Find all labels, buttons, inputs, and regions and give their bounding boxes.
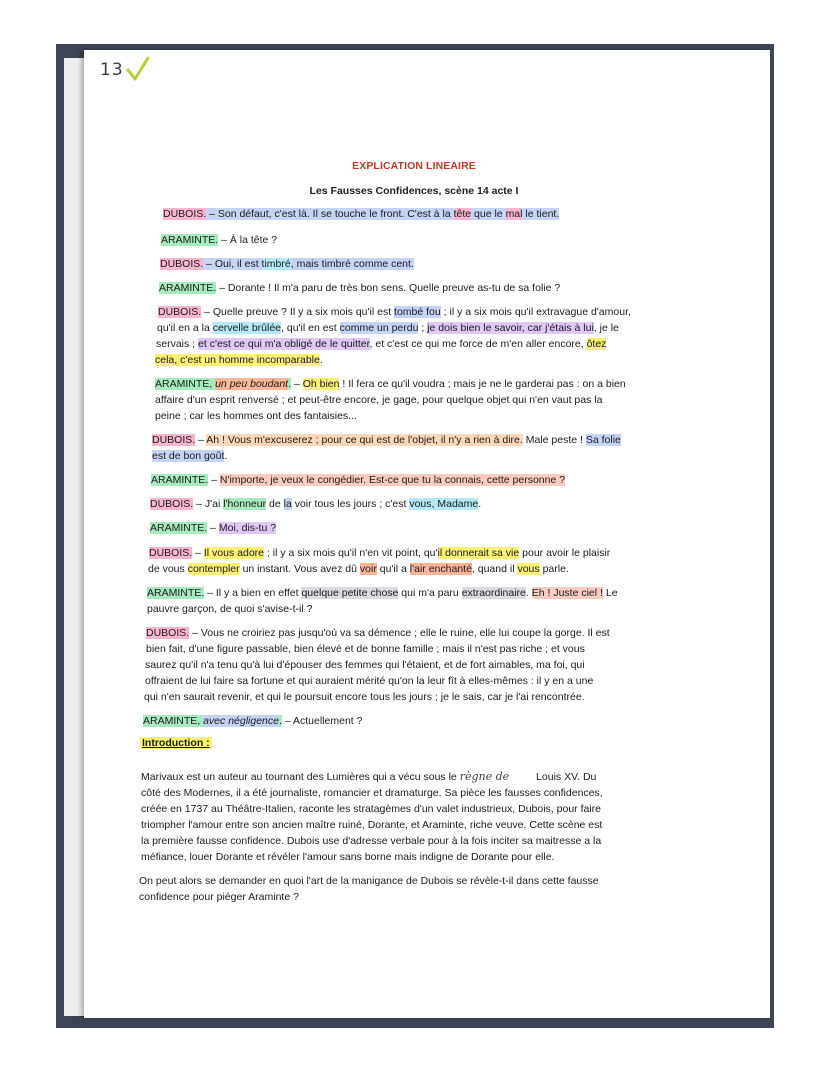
line-text: – J'ai [193,498,224,510]
speaker-dubois: DUBOIS. [150,498,194,510]
line-text: pour avoir le plaisir [519,547,611,559]
line-text: – [207,522,219,534]
text-line: pauvre garçon, de quoi s'avise-t-il ? [147,603,313,615]
line-text: . [278,715,282,727]
highlight-grey: extraordinaire [461,587,526,599]
text-line: peine ; car les hommes ont des fantaisies... [155,410,357,422]
introduction-heading: Introduction : [142,737,210,749]
line-text: . [288,378,292,390]
highlight-orange: voir [359,563,377,575]
line-text: le tient. [522,208,560,220]
speaker-dubois: DUBOIS. [160,258,204,270]
line-text: de vous [148,563,188,575]
line-text: . [224,450,228,462]
document-subtitle: Les Fausses Confidences, scène 14 acte I [309,185,519,197]
line-text: que le [471,208,506,220]
speaker-araminte: ARAMINTE, [143,715,204,727]
page-number: 13 [100,60,124,80]
highlight-salmon: N'importe, je veux le congédier. Est-ce que tu la connais, cette personne ? [219,474,566,486]
text-line: affaire d'un esprit renversé ; et peut-être encore, je gage, pour quelque objet qui n'en vaut pas la [155,394,603,406]
text-line [155,376,626,392]
highlight-blue: comme un perdu [339,322,419,334]
highlight-purple: Moi, dis-tu ? [218,522,277,534]
line-text: voir tous les jours ; c'est [291,498,410,510]
highlight-pink: mal [505,208,523,220]
line-text: qu'il en a la [157,322,213,334]
highlight-cyan: vous, Madame [409,498,479,510]
line-text: ! Il fera ce qu'il voudra ; mais je ne le garderai pas : on a bien [339,378,626,390]
line-text: de [266,498,284,510]
line-text: . [478,498,482,510]
line-text: – [291,378,303,390]
line-text: , et c'est ce qui me force de m'en aller encore, [369,338,587,350]
intro-line: triompher l'amour entre son ancien maître ruiné, Dorante, et Araminte, riche veuve. Cette scène est [141,819,603,831]
highlight-salmon: Eh ! Juste ciel ! [531,587,603,599]
text-line: offraient de lui faire sa fortune et qui auraient mérité qu'on la leur fît à elles-mêmes : il y en a une [145,675,594,687]
line-text: – Il y a bien en effet [204,587,302,599]
text-line [161,232,277,248]
line-text: ; [418,322,428,334]
highlight-yellow: vous [517,563,540,575]
highlight-yellow: il donnerait sa vie [437,547,520,559]
line-text: , quand il [471,563,518,575]
text-line [163,206,559,222]
text-line [147,585,618,601]
speaker-araminte: ARAMINTE. [161,234,219,246]
stage-direction: avec négligence [203,715,279,727]
line-text: parle. [539,563,569,575]
highlight-yellow: cela, c'est un homme incomparable [155,354,320,366]
line-text: qui m'a paru [398,587,462,599]
speaker-dubois: DUBOIS. [163,208,207,220]
line-text: – [195,434,207,446]
line-text: – Oui, il est [203,258,262,270]
line-text: servais ; [156,338,199,350]
handwritten-annotation: règne de [459,770,510,783]
speaker-dubois: DUBOIS. [152,434,196,446]
highlight-yellow: Il vous adore [203,547,264,559]
text-line [150,520,276,536]
highlight-pink: tête [453,208,472,220]
text-line [152,432,621,448]
text-line [159,280,560,296]
highlight-grey: quelque petite chose [301,587,399,599]
line-text: , mais timbré comme cent. [290,258,414,270]
line-text: – [192,547,204,559]
stage-direction: un peu boudant [215,378,289,390]
speaker-dubois: DUBOIS. [149,547,193,559]
highlight-yellow: contempler [187,563,240,575]
highlight-yellow: Oh bien [302,378,340,390]
speaker-araminte: ARAMINTE, [155,378,216,390]
line-text: – Son défaut, c'est là. Il se touche le front. C'est à la [206,208,454,220]
intro-line: On peut alors se demander en quoi l'art de la manigance de Dubois se révèle-t-il dans cette fausse [139,875,599,887]
line-text: Le [602,587,618,599]
highlight-green: l'honneur [223,498,267,510]
intro-line: méfiance, louer Dorante et révéler l'amour sans borne mais indigne de Dorante pour elle. [141,851,555,863]
line-text: – Quelle preuve ? Il y a six mois qu'il est [201,306,395,318]
line-text: , je le [593,322,619,334]
intro-line: côté des Modernes, il a été journaliste, romancier et dramaturge. Sa pièce les fausses confidences, [141,787,603,799]
speaker-araminte: ARAMINTE. [151,474,209,486]
highlight-peach: Ah ! Vous m'excuserez ; pour ce qui est de l'objet, il n'y a rien à dire. [206,434,523,446]
line-text: – À la tête ? [218,234,278,246]
intro-line: confidence pour piéger Araminte ? [139,891,299,903]
speaker-dubois: DUBOIS. [146,627,190,639]
text-line [149,545,610,561]
intro-line [141,769,596,785]
text-line: bien fait, d'une figure passable, bien élevé et de bonne famille ; mais il n'est pas riche ; et vous [146,643,585,655]
speaker-araminte: ARAMINTE. [150,522,208,534]
intro-line: la première fausse confidence. Dubois use d'adresse verbale pour à la fois inciter sa maitresse a la [141,835,602,847]
speaker-araminte: ARAMINTE. [147,587,205,599]
highlight-purple: et c'est ce qui m'a obligé de le quitter [198,338,370,350]
line-text: – [208,474,220,486]
highlight-blue: la [283,498,292,510]
line-text: Louis XV. Du [533,771,597,783]
line-text: , qu'il en est [281,322,340,334]
highlight-blue: tombé fou [394,306,441,318]
line-text: Male peste ! [522,434,586,446]
text-line [157,320,619,336]
highlight-cyan: timbré [261,258,291,270]
text-line [155,352,323,368]
speaker-dubois: DUBOIS. [158,306,202,318]
text-line [150,496,481,512]
line-text: . [319,354,323,366]
text-line [151,472,565,488]
highlight-purple: je dois bien le savoir, car j'étais à lui [427,322,594,334]
highlight-blue: Sa folie [585,434,621,446]
checkmark-icon [126,56,150,82]
text-line [148,561,569,577]
intro-line: créée en 1737 au Théâtre-Italien, raconte les stratagèmes d'un valet industrieux, Dubois, pour faire [141,803,601,815]
line-text: – Actuellement ? [281,715,363,727]
text-line [146,625,610,641]
text-line [143,713,362,729]
text-line [152,448,227,464]
text-line [158,304,631,320]
highlight-cyan: cervelle brûlée [212,322,282,334]
document-title: EXPLICATION LINEAIRE [352,160,476,172]
text-line [156,336,606,352]
line-text: . [525,587,532,599]
speaker-araminte: ARAMINTE. [159,282,217,294]
text-line [160,256,414,272]
line-text: qu'il a [376,563,410,575]
line-text: – Vous ne croiriez pas jusqu'où va sa démence ; elle le ruine, elle lui coupe la gorge. Il est [189,627,610,639]
line-text: ; il y a six mois qu'il n'en vit point, qu' [264,547,438,559]
line-text: – Dorante ! Il m'a paru de très bon sens. Quelle preuve as-tu de sa folie ? [216,282,561,294]
line-text: ; il y a six mois qu'il extravague d'amour, [440,306,631,318]
highlight-orange: l'air enchanté [409,563,472,575]
text-line: qui n'en saurait revenir, et qui le poursuit encore tous les jours ; je le sais, car je l'ai rencontrée. [144,691,585,703]
line-text: un instant. Vous avez dû [239,563,360,575]
line-text: Marivaux est un auteur au tournant des Lumières qui a vécu sous le [141,771,460,783]
text-line: saurez qu'il n'a tenu qu'à lui d'épouser des femmes qui l'étaient, et de fort aimables, ma foi, qui [145,659,585,671]
highlight-blue: est de bon goût [152,450,225,462]
highlight-yellow: ôtez [586,338,607,350]
